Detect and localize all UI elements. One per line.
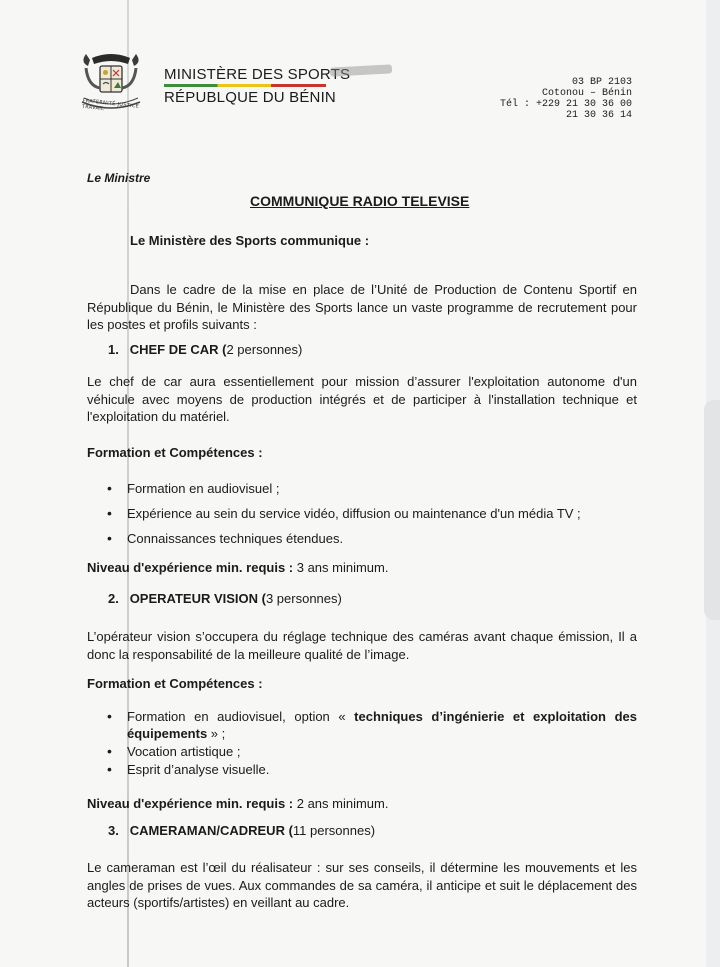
- page-curl: [704, 400, 720, 620]
- skills-list: [107, 708, 637, 779]
- experience-level: [87, 796, 388, 811]
- section-number: 2.: [108, 591, 119, 606]
- experience-level: [87, 560, 388, 575]
- signatory-label: Le Ministre: [87, 171, 151, 185]
- section-name: CHEF DE CAR (: [129, 342, 227, 357]
- address-line: Tél : +229 21 30 36 00: [499, 99, 632, 110]
- section-heading-3: [108, 823, 375, 838]
- list-item: • Connaissances techniques étendues.: [107, 530, 637, 547]
- section-heading-1: [108, 342, 302, 357]
- address-line: 03 BP 2103: [571, 77, 632, 88]
- section-name: OPERATEUR VISION (: [129, 591, 266, 606]
- flag-bar: [164, 84, 326, 87]
- skills-list: [107, 480, 637, 555]
- section-description: Le chef de car aura essentiellement pour mission d’assurer l'exploitation autonome d'un véhicule avec moyens de production intégrés et de participer à l'installation technique et l'exploitation du matériel.: [87, 374, 637, 424]
- list-item: • Formation en audiovisuel, option « techniques d’ingénierie et exploitation des équipements » ;: [107, 708, 637, 742]
- section-count: 3 personnes): [265, 591, 342, 606]
- experience-label: Niveau d'expérience min. requis :: [87, 796, 294, 811]
- section-description: Le cameraman est l’œil du réalisateur : sur ses conseils, il détermine les mouvements et les angles de prises de vues. Aux commandes de sa caméra, il anticipe et suit le déplacement des acteurs (sportifs/artistes) en veillant au cadre.: [87, 860, 637, 910]
- section-heading-2: [108, 591, 342, 606]
- experience-value: 3 ans minimum.: [293, 560, 389, 575]
- ink-smear: [330, 64, 392, 76]
- ministry-name: MINISTÈRE DES SPORTS: [164, 66, 351, 83]
- skills-heading: Formation et Compétences :: [87, 445, 263, 460]
- section-count: 2 personnes): [226, 342, 303, 357]
- section-count: 11 personnes): [292, 823, 376, 838]
- list-item: • Vocation artistique ;: [107, 743, 637, 760]
- experience-label: Niveau d'expérience min. requis :: [87, 560, 294, 575]
- section-number: 1.: [108, 342, 119, 357]
- intro-line: Le Ministère des Sports communique :: [130, 233, 370, 248]
- section-description: L’opérateur vision s’occupera du réglage technique des caméras avant chaque émission, Il a donc la responsabilité de la meilleure qualité de l’image.: [87, 629, 637, 662]
- republic-name: RÉPUBLQUE DU BÉNIN: [164, 89, 336, 106]
- list-item: • Esprit d’analyse visuelle.: [107, 761, 637, 778]
- skills-heading: Formation et Compétences :: [87, 676, 263, 691]
- document-title: COMMUNIQUE RADIO TELEVISE: [250, 193, 470, 209]
- list-item: • Expérience au sein du service vidéo, diffusion ou maintenance d'un média TV ;: [107, 505, 637, 522]
- intro-paragraph: Dans le cadre de la mise en place de l’Unité de Production de Contenu Sportif en République du Bénin, le Ministère des Sports lance un vaste programme de recrutement pour les postes et profils suivants :: [87, 282, 637, 332]
- address-line: 21 30 36 14: [565, 110, 632, 121]
- address-line: Cotonou – Bénin: [541, 88, 632, 99]
- seal-motto: FRATERNITÉ JUSTICE TRAVAIL: [81, 97, 140, 113]
- section-name: CAMERAMAN/CADREUR (: [129, 823, 293, 838]
- list-item: • Formation en audiovisuel ;: [107, 480, 637, 497]
- experience-value: 2 ans minimum.: [293, 796, 389, 811]
- section-number: 3.: [108, 823, 119, 838]
